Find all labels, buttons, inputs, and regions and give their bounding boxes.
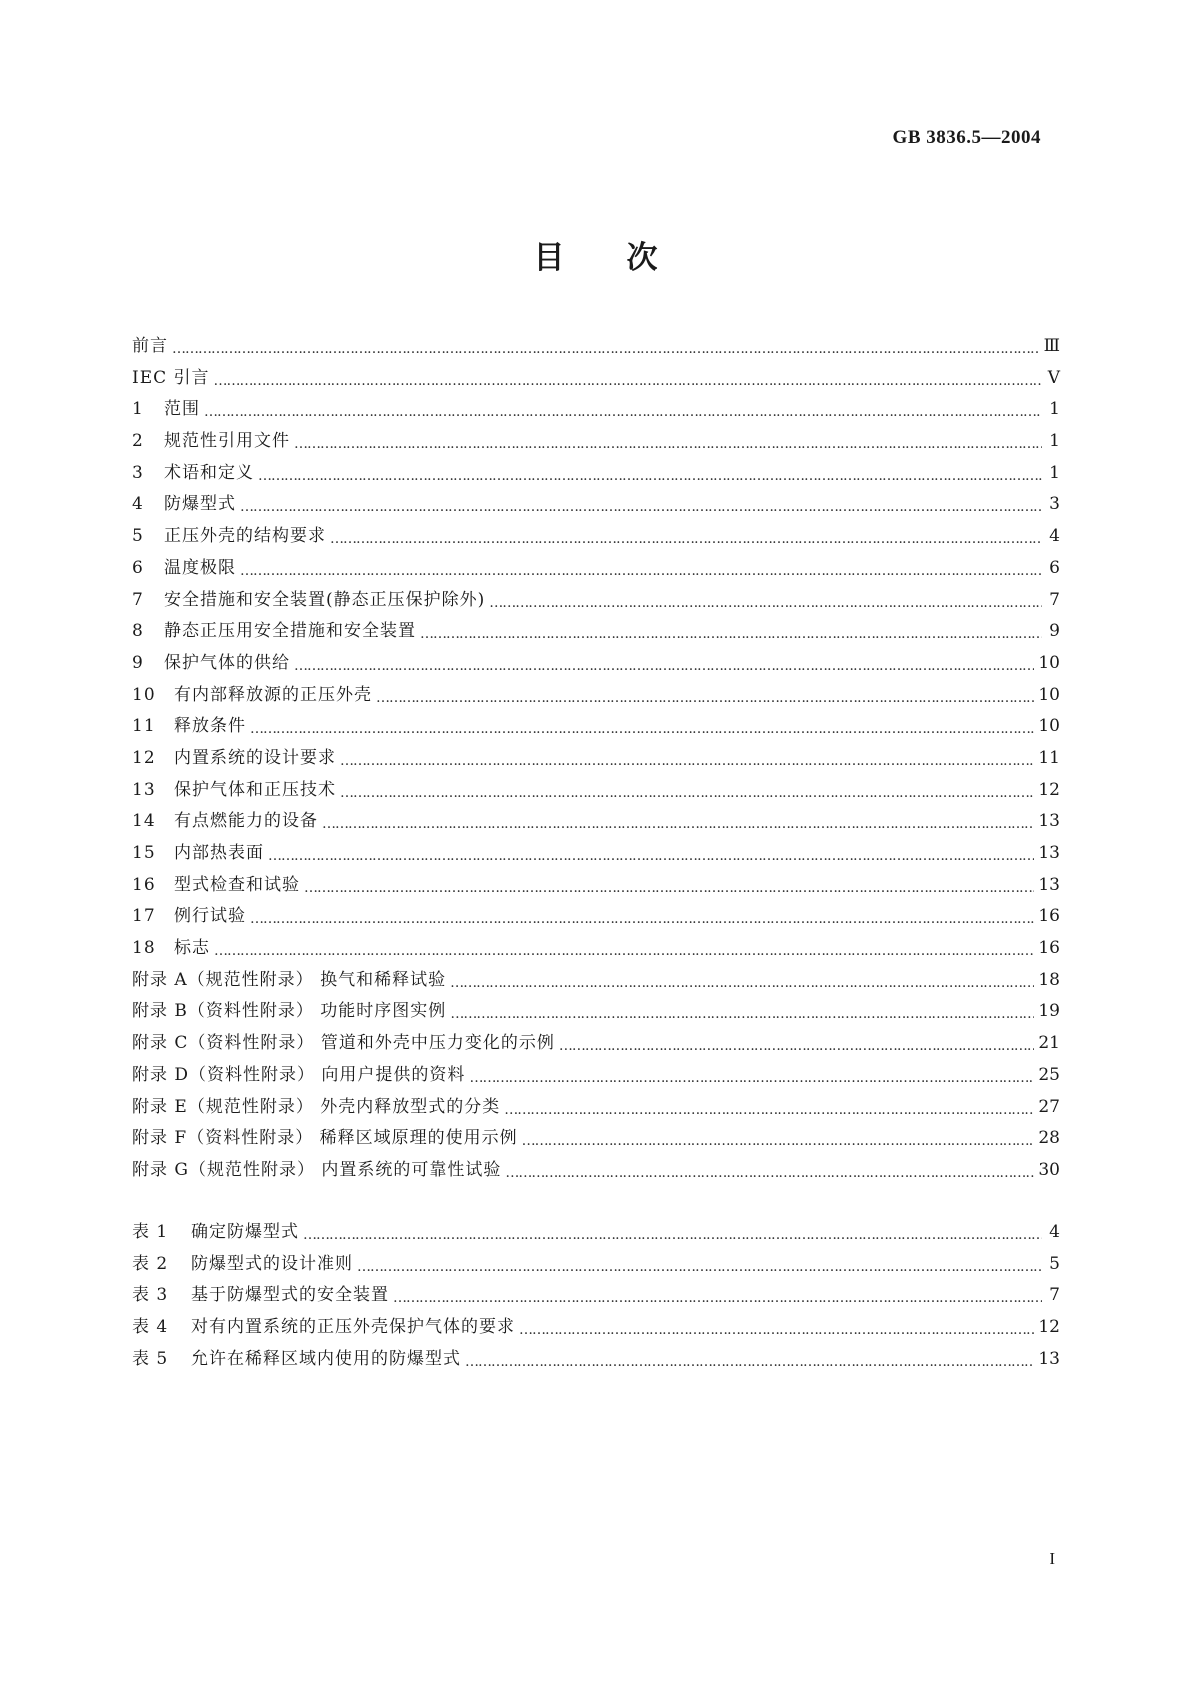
toc-entry-page: 13 (1038, 874, 1060, 895)
toc-entry-10[interactable] (132, 680, 1060, 712)
toc-entry-foreword[interactable] (132, 331, 1060, 363)
toc-entry-label: 表 1 确定防爆型式 (132, 1217, 299, 1242)
toc-entry-label: 8 静态正压用安全措施和安全装置 (132, 621, 416, 642)
toc-entry-label: 表 2 防爆型式的设计准则 (132, 1249, 353, 1274)
toc-entry-18[interactable] (132, 933, 1060, 965)
toc-entry-number: 6 (132, 557, 144, 578)
toc-entry-annex-e[interactable] (132, 1092, 1060, 1124)
toc-entry-12[interactable] (132, 743, 1060, 775)
toc-entry-number: 10 (132, 684, 156, 705)
toc-entry-table-5[interactable] (132, 1344, 1060, 1376)
toc-entry-table-3[interactable] (132, 1280, 1060, 1312)
toc-entry-number: 14 (132, 811, 156, 832)
toc-entry-6[interactable] (132, 553, 1060, 585)
toc-entry-label: 表 3 基于防爆型式的安全装置 (132, 1280, 389, 1305)
toc-leader-dots (504, 1099, 1034, 1119)
toc-entry-page: 4 (1049, 1222, 1060, 1242)
toc-entry-number: 9 (132, 652, 144, 673)
toc-entry-label: 表 4 对有内置系统的正压外壳保护气体的要求 (132, 1312, 515, 1337)
toc-entry-4[interactable] (132, 489, 1060, 521)
toc-entry-annex-a[interactable] (132, 965, 1060, 997)
toc-entry-page: 28 (1038, 1128, 1060, 1149)
toc-entry-label: 11 释放条件 (132, 716, 246, 737)
toc-entry-number: 11 (132, 716, 156, 737)
toc-leader-dots (258, 465, 1042, 485)
page-title: 目次 (533, 240, 720, 276)
toc-entry-page: 13 (1038, 1348, 1060, 1369)
toc-entry-page: 10 (1038, 652, 1060, 673)
toc-leader-dots (250, 718, 1034, 738)
toc-entry-2[interactable] (132, 426, 1060, 458)
toc-leader-dots (376, 687, 1034, 707)
toc-entry-number: 8 (132, 621, 144, 642)
toc-entry-label: 附录 F（资料性附录） 稀释区域原理的使用示例 (132, 1128, 518, 1149)
toc-entry-page: 12 (1038, 1317, 1060, 1338)
toc-entry-number: 3 (132, 462, 144, 483)
toc-entry-label: 附录 C（资料性附录） 管道和外壳中压力变化的示例 (132, 1033, 555, 1054)
toc-entry-page: 3 (1049, 494, 1060, 515)
toc-entry-label: 17 例行试验 (132, 906, 246, 927)
toc-entry-label: 7 安全措施和安全装置(静态正压保护除外) (132, 589, 486, 610)
toc-entry-number: 18 (132, 938, 156, 959)
toc-entry-number: 17 (132, 906, 156, 927)
toc-entry-page: 5 (1049, 1253, 1060, 1274)
toc-leader-dots (469, 1067, 1034, 1087)
toc-list (132, 331, 1060, 1187)
toc-leader-dots (489, 592, 1042, 612)
toc-entry-label: 16 型式检查和试验 (132, 874, 300, 895)
toc-leader-dots (450, 1003, 1034, 1023)
toc-entry-page: 13 (1038, 843, 1060, 863)
toc-entry-page: 13 (1038, 811, 1060, 832)
toc-entry-5[interactable] (132, 521, 1060, 553)
toc-entry-number: 4 (132, 494, 144, 515)
toc-entry-label: 13 保护气体和正压技术 (132, 779, 336, 800)
toc-leader-dots (268, 845, 1034, 865)
toc-entry-page: 7 (1049, 589, 1060, 610)
toc-entry-annex-g[interactable] (132, 1155, 1060, 1187)
toc-leader-dots (393, 1287, 1042, 1307)
toc-leader-dots (450, 972, 1034, 992)
toc-entry-page: 18 (1038, 969, 1060, 990)
toc-leader-dots (250, 908, 1034, 928)
toc-entry-page: 11 (1038, 747, 1060, 768)
toc-leader-dots (340, 750, 1034, 770)
toc-entry-table-4[interactable] (132, 1312, 1060, 1344)
toc-entry-label: 10 有内部释放源的正压外壳 (132, 684, 372, 705)
toc-entry-page: 27 (1038, 1096, 1060, 1117)
toc-leader-dots (240, 496, 1042, 516)
toc-entry-page: 10 (1038, 684, 1060, 705)
toc-entry-label: 5 正压外壳的结构要求 (132, 526, 326, 547)
toc-leader-dots (294, 433, 1042, 453)
toc-leader-dots (340, 782, 1034, 802)
toc-entry-label: 附录 B（资料性附录） 功能时序图实例 (132, 1001, 447, 1022)
toc-entry-label: 2 规范性引用文件 (132, 431, 290, 452)
toc-entry-label: 6 温度极限 (132, 557, 236, 578)
toc-entry-annex-d[interactable] (132, 1060, 1060, 1092)
toc-entry-page: 10 (1038, 716, 1060, 737)
toc-entry-page: 16 (1038, 906, 1060, 927)
toc-leader-dots (240, 560, 1042, 580)
toc-entry-number: 表 4 (132, 1317, 169, 1338)
toc-entry-label: 3 术语和定义 (132, 462, 254, 483)
page-number: I (1049, 1549, 1055, 1568)
toc-entry-page: 12 (1038, 779, 1060, 800)
toc-entry-1[interactable] (132, 394, 1060, 426)
toc-entry-table-2[interactable] (132, 1249, 1060, 1281)
toc-entry-label: 15 内部热表面 (132, 843, 264, 863)
toc-leader-dots (322, 813, 1034, 833)
toc-leader-dots (204, 401, 1042, 421)
toc-entry-11[interactable] (132, 711, 1060, 743)
toc-entry-number: 16 (132, 874, 156, 895)
toc-entry-8[interactable] (132, 616, 1060, 648)
toc-leader-dots (559, 1035, 1035, 1055)
toc-entry-7[interactable] (132, 585, 1060, 617)
toc-entry-16[interactable] (132, 870, 1060, 902)
toc-entry-number: 15 (132, 843, 156, 863)
toc-entry-number: 表 5 (132, 1348, 169, 1369)
toc-leader-dots (420, 623, 1042, 643)
toc-leader-dots (357, 1256, 1042, 1276)
toc-entry-number: 表 1 (132, 1222, 169, 1242)
toc-entry-annex-b[interactable] (132, 996, 1060, 1028)
toc-leader-dots (505, 1162, 1034, 1182)
toc-entry-page: 9 (1049, 621, 1060, 642)
toc-entry-label: 14 有点燃能力的设备 (132, 811, 318, 832)
toc-entry-label: 附录 E（规范性附录） 外壳内释放型式的分类 (132, 1096, 501, 1117)
toc-entry-number: 表 3 (132, 1285, 169, 1306)
toc-leader-dots (465, 1351, 1034, 1371)
toc-entry-annex-f[interactable] (132, 1123, 1060, 1155)
toc-entry-page: 16 (1038, 938, 1060, 959)
toc-entry-3[interactable] (132, 458, 1060, 490)
toc-entry-page: 4 (1049, 526, 1060, 547)
toc-entry-number: 表 2 (132, 1253, 169, 1274)
toc-entry-page: 1 (1049, 399, 1060, 420)
toc-entry-15[interactable] (132, 838, 1060, 870)
toc-entry-label: 1 范围 (132, 399, 200, 420)
toc-entry-page: 1 (1049, 462, 1060, 483)
toc-entry-page: 30 (1038, 1159, 1060, 1180)
toc-entry-table-1[interactable] (132, 1217, 1060, 1249)
standard-code: GB 3836.5—2004 (892, 127, 1041, 148)
toc-entry-17[interactable] (132, 901, 1060, 933)
toc-entry-number: 2 (132, 431, 144, 452)
toc-entry-number: 5 (132, 526, 144, 547)
toc-leader-dots (303, 1224, 1042, 1244)
toc-entry-number: 13 (132, 779, 156, 800)
toc-entry-label: 附录 D（资料性附录） 向用户提供的资料 (132, 1064, 466, 1085)
toc-entry-number: 1 (132, 399, 144, 420)
toc-entry-page: 21 (1038, 1033, 1060, 1054)
toc-entry-label: 附录 G（规范性附录） 内置系统的可靠性试验 (132, 1159, 502, 1180)
table-list (132, 1217, 1060, 1375)
toc-entry-label: 前言 (132, 336, 168, 356)
toc-leader-dots (304, 877, 1034, 897)
toc-entry-13[interactable] (132, 775, 1060, 807)
toc-entry-number: 12 (132, 747, 156, 768)
toc-entry-page: Ⅴ (1047, 367, 1060, 388)
toc-entry-label: 9 保护气体的供给 (132, 652, 290, 673)
toc-entry-page: 1 (1049, 431, 1060, 452)
toc-entry-label: 4 防爆型式 (132, 494, 236, 515)
toc-leader-dots (214, 370, 1042, 390)
toc-entry-14[interactable] (132, 806, 1060, 838)
toc-entry-9[interactable] (132, 648, 1060, 680)
toc-leader-dots (522, 1130, 1035, 1150)
toc-entry-label: 附录 A（规范性附录） 换气和稀释试验 (132, 969, 447, 990)
toc-entry-label: 表 5 允许在稀释区域内使用的防爆型式 (132, 1344, 461, 1369)
toc-leader-dots (330, 528, 1042, 548)
toc-leader-dots (172, 338, 1040, 358)
toc-entry-iec-intro[interactable] (132, 363, 1060, 395)
toc-leader-dots (519, 1319, 1034, 1339)
toc-entry-page: Ⅲ (1043, 336, 1060, 356)
toc-entry-number: 7 (132, 589, 144, 610)
toc-leader-dots (294, 655, 1034, 675)
toc-entry-label: 12 内置系统的设计要求 (132, 747, 336, 768)
toc-entry-page: 7 (1049, 1285, 1060, 1306)
toc-entry-label: IEC 引言 (132, 367, 210, 388)
toc-entry-page: 6 (1049, 557, 1060, 578)
toc-entry-label: 18 标志 (132, 938, 210, 959)
toc-entry-annex-c[interactable] (132, 1028, 1060, 1060)
toc-entry-page: 25 (1038, 1064, 1060, 1085)
toc-leader-dots (214, 940, 1034, 960)
toc-entry-page: 19 (1038, 1001, 1060, 1022)
